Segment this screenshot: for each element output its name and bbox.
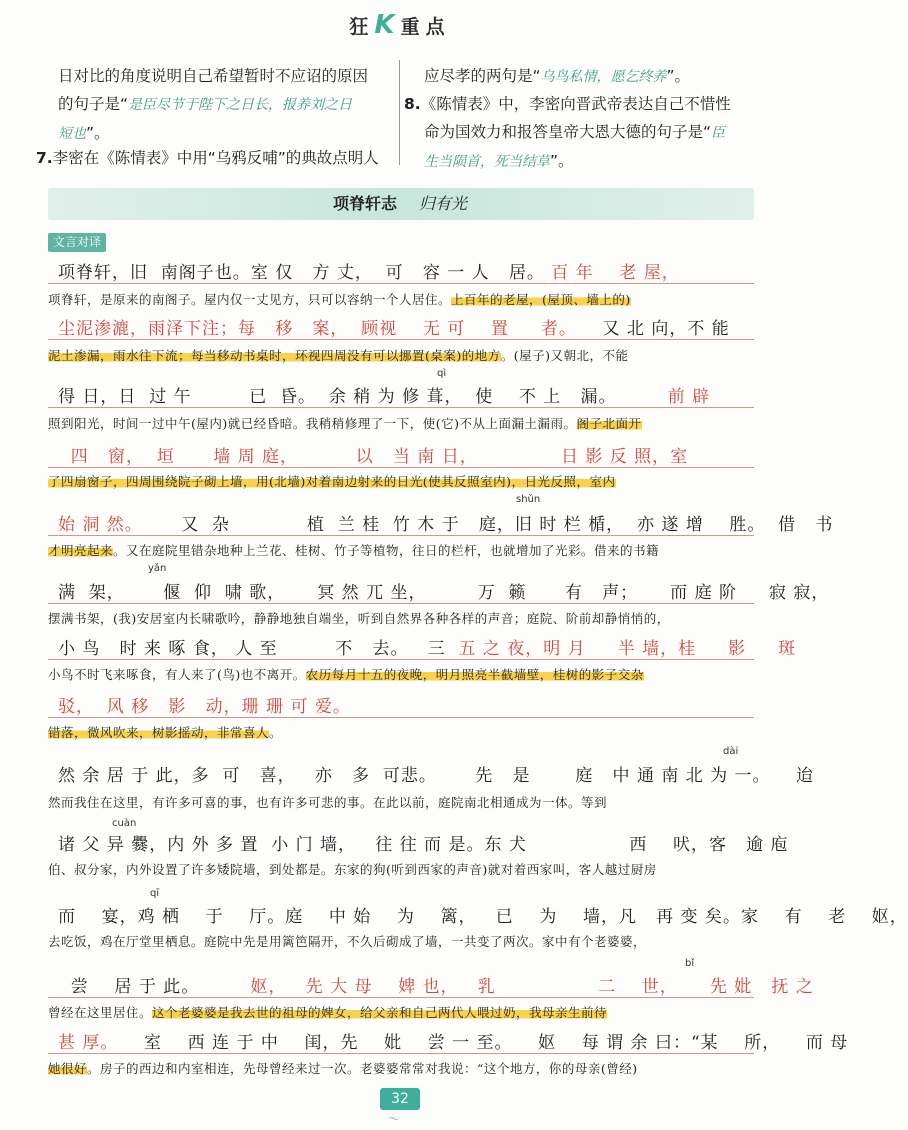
pinyin-annotation: bǐ	[685, 958, 695, 969]
original-line: 然 余 居 于 此，多 可 喜， 亦 多 可悲。 先 是 庭 中 通 南 北 为 一。 迨	[58, 766, 815, 786]
divider-line	[48, 1053, 754, 1054]
top-right-line-1: 应尽孝的两句是“乌鸟私情，愿乞终养”。	[424, 67, 691, 85]
translation-line: 她很好。房子的西边和内室相连，先母曾经来过一次。老婆婆常常对我说：“这个地方，你的母亲(曾经)	[48, 1061, 638, 1076]
pinyin-annotation: shǔn	[516, 494, 541, 505]
question-8: 8.《陈情表》中，李密向晋武帝表达自己不惜性 命为国效力和报答皇帝大恩大德的句子是“臣 生当陨首，死当结草”。	[404, 95, 731, 170]
divider-line	[48, 603, 754, 604]
pinyin-annotation: yǎn	[148, 563, 167, 574]
original-line: 始 洞 然。 又 杂 植 兰 桂 竹 木 于 庭，旧 时 栏 楯， 亦 遂 增 胜。 借 书	[58, 515, 834, 535]
fish-decoration-icon: 〜	[388, 1112, 401, 1126]
header-right: 重点	[400, 16, 451, 38]
translation-line: 然而我住在这里，有许多可喜的事，也有许多可悲的事。在此以前，庭院南北相通成为一体。等到	[48, 795, 608, 810]
divider-line	[48, 339, 754, 340]
title-author: 归有光	[419, 194, 468, 213]
translation-line: 去吃饭，鸡在厅堂里栖息。庭院中先是用篱笆隔开，不久后砌成了墙，一共变了两次。家中有个老婆婆，	[48, 934, 647, 949]
translation-line: 了四扇窗子，四周围绕院子砌上墙，用(北墙)对着南边射来的日光(使其反照室内)，日光反照，室内	[48, 474, 616, 489]
original-line: 尝 居 于 此。 妪， 先 大 母 婢 也， 乳 二 世， 先 妣 抚 之	[58, 977, 814, 997]
top-left-line-3: 短也”。	[58, 124, 110, 142]
divider-line	[48, 407, 754, 408]
divider-line	[48, 283, 754, 284]
translation-line: 照到阳光，时间一过中午(屋内)就已经昏暗。我稍稍修理了一下，使(它)不从上面漏土漏雨。阁子北面开	[48, 416, 642, 431]
original-line: 而 宴，鸡 栖 于 厅。庭 中 始 为 篱， 已 为 墙，凡 再 变 矣。家 有 老 妪，	[58, 907, 908, 927]
translation-line: 摆满书架，(我)安居室内长啸歌吟，静静地独自端坐，听到自然界各种各样的声音；庭院、阶前却静悄悄的，	[48, 611, 670, 626]
divider-line	[48, 535, 754, 536]
translation-line: 曾经在这里居住。这个老婆婆是我去世的祖母的婢女，给父亲和自己两代人喂过奶，我母亲生前待	[48, 1005, 608, 1020]
original-line: 诸 父 异 爨，内 外 多 置 小 门 墙， 往 往 而 是。东 犬 西 吠，客 逾 庖	[58, 835, 789, 855]
translation-line: 泥土渗漏，雨水往下流；每当移动书桌时，环视四周没有可以挪置(桌案)的地方。(屋子)又朝北，不能	[48, 348, 629, 363]
top-left-column	[58, 62, 398, 148]
original-line: 得 日，日 过 午 已 昏。 余 稍 为 修 葺， 使 不 上 漏。 前 辟	[58, 387, 711, 407]
translation-line: 才明亮起来。又在庭院里错杂地种上兰花、桂树、竹子等植物，往日的栏杆，也就增加了光彩。借来的书籍	[48, 543, 660, 558]
original-line: 满 架， 偃 仰 啸 歌， 冥 然 兀 坐， 万 籁 有 声； 而 庭 阶 寂 寂，	[58, 583, 830, 603]
title-main: 项脊轩志	[332, 194, 397, 213]
top-right-column	[424, 62, 764, 91]
handwritten-answer: 是臣尽节于陛下之日长，报养刘之日	[128, 97, 353, 113]
original-line: 甚 厚。 室 西 连 于 中 闺，先 妣 尝 一 至。 妪 每 谓 余 曰：“某 所， 而 母	[58, 1033, 849, 1053]
top-left-line-2: 的句子是“是臣尽节于陛下之日长，报养刘之日	[58, 95, 353, 113]
column-divider	[399, 60, 400, 165]
translation-line: 项脊轩，是原来的南阁子。屋内仅一丈见方，只可以容纳一个人居住。上百年的老屋，(屋顶、墙上的)	[48, 292, 631, 307]
original-line: 小 鸟 时 来 啄 食， 人 至 不 去。 三 五 之 夜，明 月 半 墙，桂 影 斑	[58, 639, 797, 659]
original-line: 项脊轩，旧 南阁子也。室 仅 方 丈， 可 容 一 人 居。 百 年 老 屋，	[58, 263, 680, 283]
translation-line: 小鸟不时飞来啄食，有人来了(鸟)也不离开。农历每月十五的夜晚，明月照亮半截墙壁，桂树的影子交杂	[48, 667, 644, 682]
divider-line	[48, 717, 754, 718]
section-tag: 文言对译	[48, 233, 106, 252]
divider-line	[48, 467, 754, 468]
translation-line: 伯、叔分家，内外设置了许多矮院墙，到处都是。东家的狗(听到西家的声音)就对着西家叫，客人越过厨房	[48, 862, 657, 877]
pinyin-annotation: dài	[723, 746, 739, 757]
original-line: 尘泥渗漉，雨泽下注；每 移 案， 顾视 无 可 置 者。 又 北 向，不 能	[58, 319, 730, 339]
pinyin-annotation: cuàn	[112, 818, 137, 829]
top-left-line-1: 日对比的角度说明自己希望暂时不应诏的原因	[58, 67, 369, 85]
page-number: 32	[380, 1088, 420, 1110]
pinyin-annotation: qī	[150, 888, 160, 899]
k-logo-icon: K	[374, 10, 401, 40]
divider-line	[48, 659, 754, 660]
original-line: 驳， 风 移 影 动，珊 珊 可 爱。	[58, 697, 351, 717]
pinyin-annotation: qì	[437, 368, 447, 379]
header-left: 狂	[349, 16, 375, 38]
divider-line	[48, 997, 754, 998]
question-number: 7.	[36, 149, 53, 167]
translation-line: 错落，微风吹来，树影摇动，非常喜人。	[48, 725, 283, 740]
question-7-line: 7.李密在《陈情表》中用“乌鸦反哺”的典故点明人	[36, 149, 379, 167]
article-title	[0, 191, 800, 214]
original-line: 四 窗， 垣 墙 周 庭， 以 当 南 日， 日 影 反 照，室	[58, 447, 689, 467]
page-header	[0, 10, 800, 40]
